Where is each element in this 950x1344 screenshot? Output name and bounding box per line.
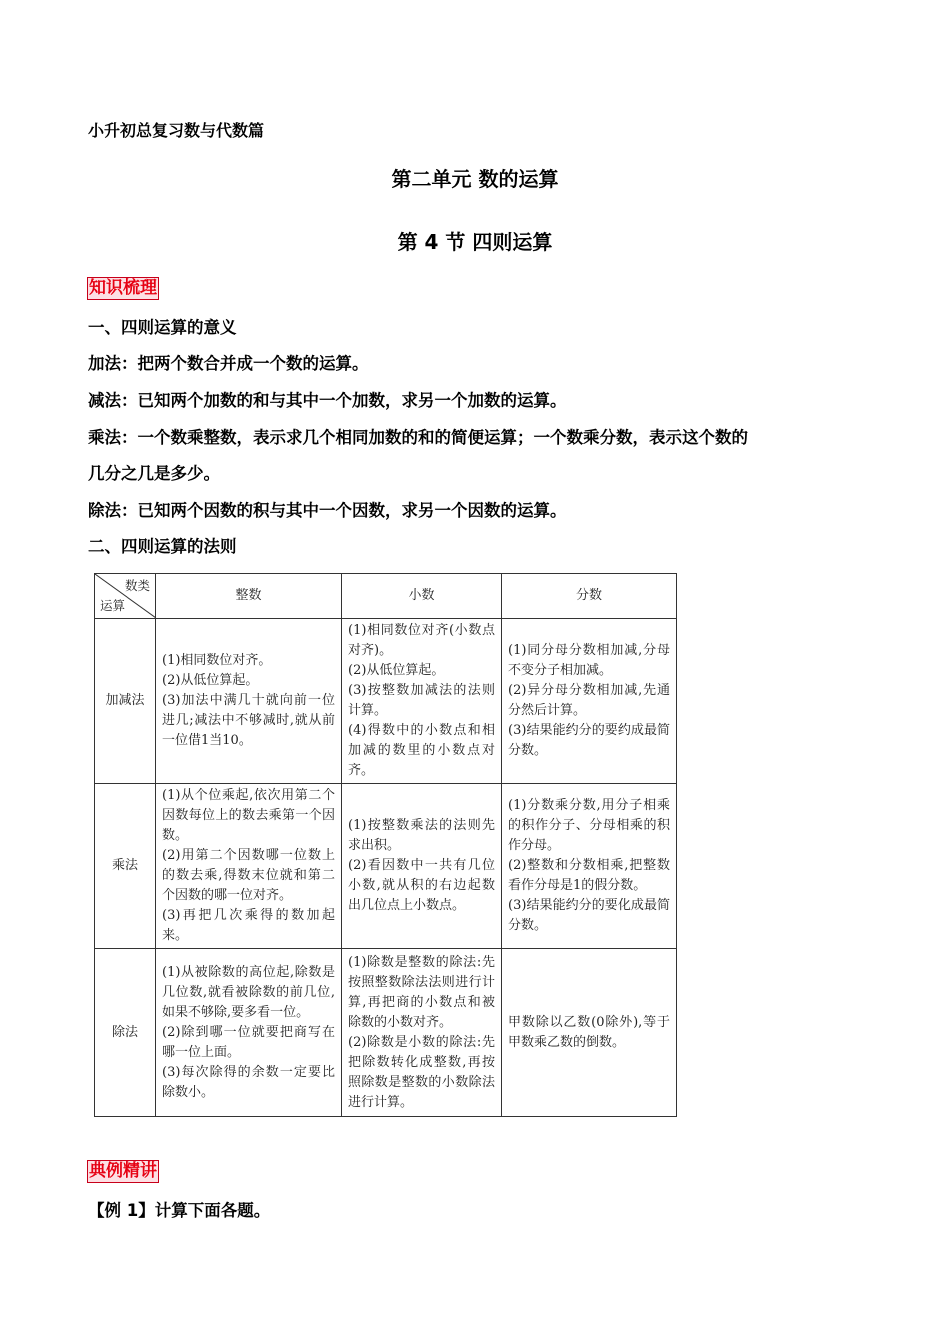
column-header-integer: 整数	[156, 574, 342, 619]
table-row	[95, 619, 677, 784]
knowledge-tag: 知识梳理	[89, 278, 157, 298]
decimal-rule-cell: (1)除数是整数的除法:先按照整数除法法则进行计算,再把商的小数点和被除数的小数对齐。 (2)除数是小数的除法:先把除数转化成整数,再按照除数是整数的小数除法进行计算。	[342, 949, 502, 1117]
fraction-rule-cell: (1)分数乘分数,用分子相乘的积作分子、分母相乘的积作分母。 (2)整数和分数相乘,把整数看作分母是1的假分数。 (3)结果能约分的要化成最简分数。	[502, 784, 677, 949]
column-header-fraction: 分数	[502, 574, 677, 619]
division-definition: 除法：已知两个因数的积与其中一个因数，求另一个因数的运算。	[88, 501, 567, 520]
corner-label-operation: 运算	[100, 598, 126, 613]
decimal-rule-cell: (1)相同数位对齐(小数点对齐)。 (2)从低位算起。 (3)按整数加减法的法则计算。 (4)得数中的小数点和相加减的数里的小数点对齐。	[342, 619, 502, 784]
multiplication-definition-line1: 乘法：一个数乘整数，表示求几个相同加数的和的简便运算；一个数乘分数，表示这个数的	[88, 428, 748, 447]
example-1-prompt: 【例 1】计算下面各题。	[88, 1201, 271, 1220]
heading-rules: 二、四则运算的法则	[88, 537, 237, 556]
table-corner-cell	[95, 574, 156, 619]
operation-cell: 乘法	[95, 784, 156, 949]
table-header-row	[95, 574, 677, 619]
unit-title: 第二单元 数的运算	[391, 167, 559, 191]
heading-meaning: 一、四则运算的意义	[88, 318, 237, 337]
corner-label-number-type: 数类	[124, 578, 150, 593]
examples-tag: 典例精讲	[89, 1161, 157, 1181]
multiplication-definition-line2: 几分之几是多少。	[88, 464, 220, 483]
subtraction-definition: 减法：已知两个加数的和与其中一个加数，求另一个加数的运算。	[88, 391, 567, 410]
table-row	[95, 784, 677, 949]
integer-rule-cell: (1)从个位乘起,依次用第二个因数每位上的数去乘第一个因数。 (2)用第二个因数哪一位数上的数去乘,得数末位就和第二个因数的哪一位对齐。 (3)再把几次乘得的数加起来。	[156, 784, 342, 949]
rules-table	[94, 573, 677, 1117]
fraction-rule-cell: 甲数除以乙数(0除外),等于甲数乘乙数的倒数。	[502, 949, 677, 1117]
operation-cell: 加减法	[95, 619, 156, 784]
table-row	[95, 949, 677, 1117]
operation-cell: 除法	[95, 949, 156, 1117]
decimal-rule-cell: (1)按整数乘法的法则先求出积。 (2)看因数中一共有几位小数,就从积的右边起数出几位点上小数点。	[342, 784, 502, 949]
section-title: 第 4 节 四则运算	[397, 230, 553, 254]
addition-definition: 加法：把两个数合并成一个数的运算。	[88, 354, 369, 373]
fraction-rule-cell: (1)同分母分数相加减,分母不变分子相加减。 (2)异分母分数相加减,先通分然后计算。 (3)结果能约分的要约成最简分数。	[502, 619, 677, 784]
integer-rule-cell: (1)从被除数的高位起,除数是几位数,就看被除数的前几位,如果不够除,要多看一位。 (2)除到哪一位就要把商写在哪一位上面。 (3)每次除得的余数一定要比除数小。	[156, 949, 342, 1117]
integer-rule-cell: (1)相同数位对齐。 (2)从低位算起。 (3)加法中满几十就向前一位进几;减法中不够减时,就从前一位借1当10。	[156, 619, 342, 784]
series-title: 小升初总复习数与代数篇	[88, 121, 265, 140]
column-header-decimal: 小数	[342, 574, 502, 619]
